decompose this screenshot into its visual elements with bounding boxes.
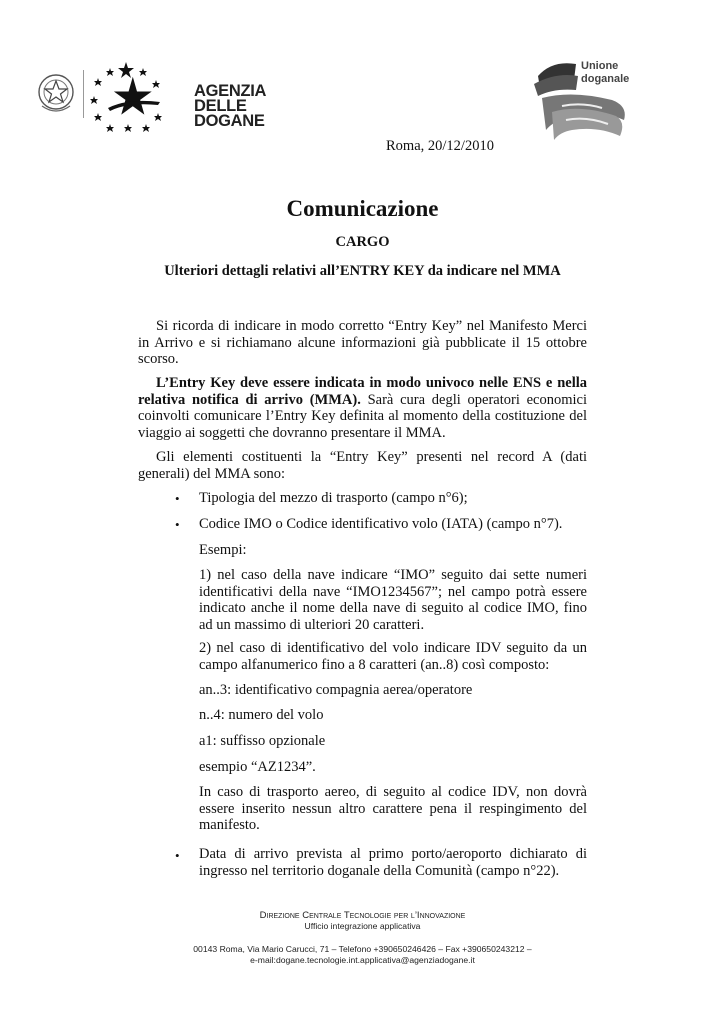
- paragraph-entry-key-bold: L’Entry Key deve essere indicata in modo univoco nelle ENS e nella relativa notifica di arrivo (MMA).: [138, 375, 587, 408]
- customs-union-line: Unione: [581, 60, 619, 72]
- agency-name-line: DELLE: [194, 97, 247, 115]
- bullet-marker: •: [175, 491, 180, 506]
- document-title: Comunicazione: [286, 196, 439, 221]
- agency-name-logo: [194, 84, 266, 129]
- paragraph-entry-key-rest: Sarà cura degli operatori economici coinvolti comunicare l’Entry Key definita al momento della costituzione del viaggio ai soggetti che dovranno presentare il MMA.: [138, 391, 588, 441]
- paragraph-intro: Si ricorda di indicare in modo corretto “Entry Key” nel Manifesto Merci in Arrivo e si richiamano alcune informazioni già pubblicate il 15 ottobre scorso.: [138, 318, 587, 367]
- agency-name-line: DOGANE: [194, 112, 265, 130]
- customs-union-line: doganale: [581, 73, 630, 85]
- document-date: Roma, 20/12/2010: [386, 138, 494, 154]
- customs-union-logo-text: [581, 60, 629, 86]
- example-flight: 2) nel caso di identificativo del volo indicare IDV seguito da un campo alfanumerico fino a 8 caratteri (an..8) così composto:: [199, 640, 587, 673]
- footer-office: Ufficio integrazione applicativa: [304, 921, 421, 931]
- air-transport-note: In caso di trasporto aereo, di seguito al codice IDV, non dovrà essere inserito nessun altro carattere pena il respingimento del manifesto.: [199, 784, 587, 833]
- paragraph-entry-key: [138, 375, 587, 441]
- list-item-arrival-date: Data di arrivo prevista al primo porto/aeroporto dichiarato di ingresso nel territorio doganale della Comunità (campo n°22).: [199, 846, 587, 879]
- bullet-marker: •: [175, 517, 180, 532]
- format-n4: n..4: numero del volo: [199, 707, 324, 723]
- agency-name-line: AGENZIA: [194, 82, 267, 100]
- paragraph-elements: Gli elementi costituenti la “Entry Key” presenti nel record A (dati generali) del MMA sono:: [138, 449, 587, 482]
- document-category: CARGO: [335, 234, 390, 250]
- header-divider: [83, 70, 84, 118]
- document-subtitle: Ulteriori dettagli relativi all’ENTRY KEY da indicare nel MMA: [164, 263, 561, 279]
- italian-republic-emblem-icon: [36, 70, 76, 116]
- examples-label: Esempi:: [199, 542, 247, 558]
- list-item-transport-type: Tipologia del mezzo di trasporto (campo n°6);: [199, 490, 468, 506]
- footer-email: e-mail:dogane.tecnologie.int.applicativa@agenziadogane.it: [250, 955, 475, 965]
- agency-stars-logo-icon: [88, 58, 188, 134]
- format-example: esempio “AZ1234”.: [199, 759, 316, 775]
- bullet-marker: •: [175, 848, 180, 863]
- format-a1: a1: suffisso opzionale: [199, 733, 326, 749]
- example-ship: 1) nel caso della nave indicare “IMO” seguito dai sette numeri identificativi della nave “IMO1234567”; nel campo potrà essere indicato anche il nome della nave di seguito al codice IMO, fino ad un massimo di ulteriori 20 caratteri.: [199, 567, 587, 633]
- footer-direction: Direzione Centrale Tecnologie per l’Innovazione: [259, 910, 466, 921]
- list-item-imo-code: Codice IMO o Codice identificativo volo (IATA) (campo n°7).: [199, 516, 563, 532]
- footer-address: 00143 Roma, Via Mario Carucci, 71 – Telefono +390650246426 – Fax +390650243212 –: [193, 944, 532, 954]
- format-an3: an..3: identificativo compagnia aerea/operatore: [199, 682, 473, 698]
